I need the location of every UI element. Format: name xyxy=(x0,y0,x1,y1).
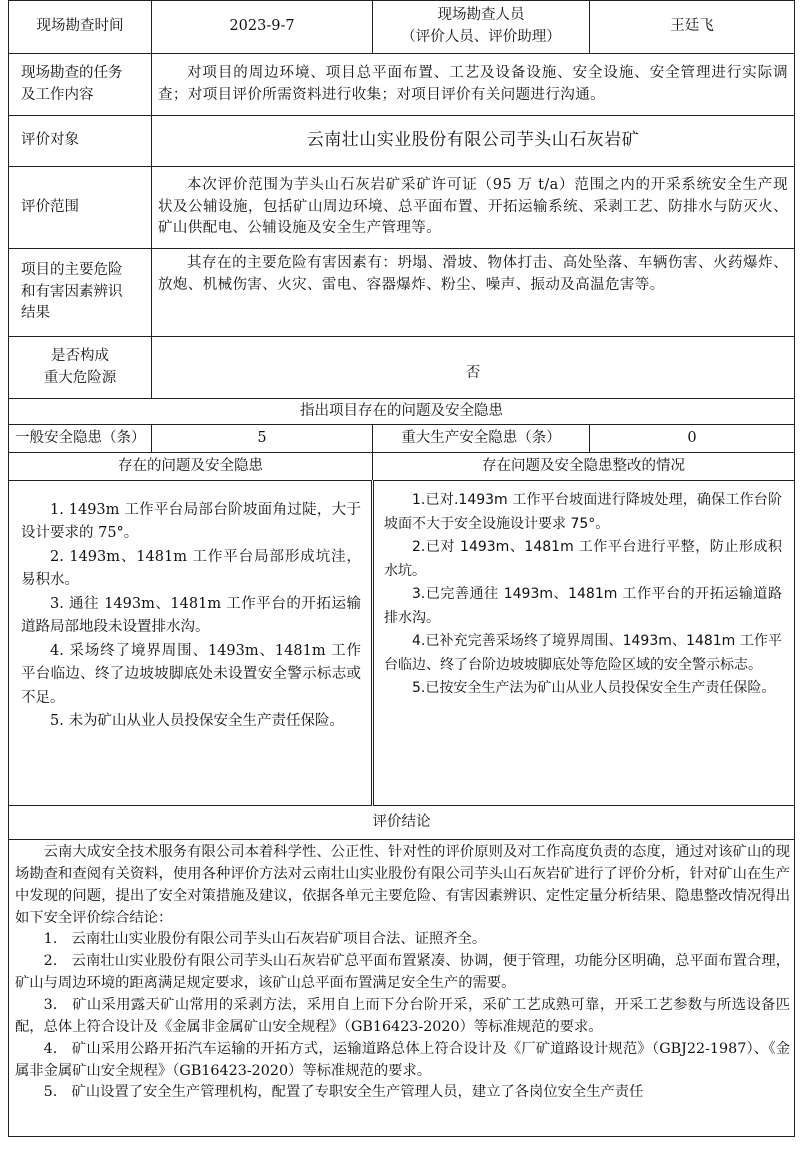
major-hazard-value: 否 xyxy=(152,337,795,399)
issue-item: 3. 通往 1493m、1481m 工作平台的开拓运输道路局部地段未设置排水沟。 xyxy=(21,595,361,636)
tasks-label-line2: 及工作内容 xyxy=(21,86,94,103)
issues-header: 存在的问题及安全隐患 xyxy=(9,453,373,481)
problems-title-row xyxy=(9,399,795,425)
hazard-count-row xyxy=(9,425,795,453)
object-value: 云南壮山实业股份有限公司芋头山石灰岩矿 xyxy=(152,116,795,167)
major-hazard-label-line1: 是否构成 xyxy=(51,347,109,364)
header-row xyxy=(9,1,795,54)
major-hazard-count: 0 xyxy=(590,425,795,453)
hazards-label xyxy=(9,249,152,337)
hazards-row xyxy=(9,249,795,337)
rectification-item: 4.已补充完善采场终了境界周围、1493m、1481m 工作平台临边、终了台阶边坡坡脚底处等危险区域的安全警示标志。 xyxy=(384,633,782,673)
conclusion-title: 评价结论 xyxy=(9,806,795,840)
general-hazard-label: 一般安全隐患（条） xyxy=(9,425,152,453)
hazards-text: 其存在的主要危险有害因素有：坍塌、滑坡、物体打击、高处坠落、车辆伤害、火药爆炸、放炮、机械伤害、火灾、雷电、容器爆炸、粉尘、噪声、振动及高温危害等。 xyxy=(152,249,795,337)
tasks-text: 对项目的周边环境、项目总平面布置、工艺及设备设施、安全设施、安全管理进行实际调查；对项目评价所需资料进行收集；对项目评价有关问题进行沟通。 xyxy=(152,54,795,116)
tasks-label-line1: 现场勘查的任务 xyxy=(21,64,123,81)
survey-staff-label-line1: 现场勘查人员 xyxy=(437,7,525,24)
issue-item: 1. 1493m 工作平台局部台阶坡面角过陡，大于设计要求的 75°。 xyxy=(21,502,361,542)
rectification-header: 存在问题及安全隐患整改的情况 xyxy=(373,453,795,481)
conclusion-item: 3. 矿山采用露天矿山常用的采剥方法，采用自上而下分台阶开采，采矿工艺成熟可靠，开采工艺参数与所选设备匹配，总体上符合设计及《金属非金属矿山安全规程》（GB16423-2020）等标准规范的要求。 xyxy=(15,997,790,1035)
conclusion-item: 1. 云南壮山实业股份有限公司芋头山石灰岩矿项目合法、证照齐全。 xyxy=(43,931,487,948)
conclusion-item: 2. 云南壮山实业股份有限公司芋头山石灰岩矿总平面布置紧凑、协调，便于管理，功能分区明确，总平面布置合理，矿山与周边环境的距离满足规定要求，该矿山总平面布置满足安全生产的需要。 xyxy=(15,953,790,992)
hazards-label-line2: 和有害因素辨识 xyxy=(21,283,123,300)
object-label: 评价对象 xyxy=(9,116,152,167)
issue-item: 2. 1493m、1481m 工作平台局部形成坑洼，易积水。 xyxy=(21,548,361,589)
scope-label: 评价范围 xyxy=(9,167,152,249)
object-row xyxy=(9,116,795,167)
issue-item: 5. 未为矿山从业人员投保安全生产责任保险。 xyxy=(50,713,344,730)
rectification-item: 2.已对 1493m、1481m 工作平台进行平整，防止形成积水坑。 xyxy=(384,539,782,579)
conclusion-title-row xyxy=(9,806,795,840)
problems-detail-row xyxy=(9,481,795,806)
rectification-item: 5.已按安全生产法为矿山从业人员投保安全生产责任保险。 xyxy=(412,680,776,697)
major-hazard-label xyxy=(9,337,152,399)
conclusion-intro: 云南大成安全技术服务有限公司本着科学性、公正性、针对性的评价原则及对工作高度负责的态度，通过对该矿山的现场勘查和查阅有关资料，使用各种评价方法对云南壮山实业股份有限公司芋头山石灰岩矿进行了评价分析，针对矿山在生产中发现的问题，提出了安全对策措施及建议，依据各单元主要危险、有害因素辨识、定性定量分析结果、隐患整改情况得出如下安全评价综合结论： xyxy=(15,844,790,926)
tasks-label xyxy=(9,54,152,116)
scope-text: 本次评价范围为芋头山石灰岩矿采矿许可证（95 万 t/a）范围之内的开采系统安全生产现状及公辅设施，包括矿山周边环境、总平面布置、开拓运输系统、采剥工艺、防排水与防灭火、矿山供配电、公辅设施及安全生产管理等。 xyxy=(152,167,795,249)
hazards-label-line1: 项目的主要危险 xyxy=(21,261,123,278)
survey-time-label: 现场勘查时间 xyxy=(9,1,152,54)
major-hazard-row xyxy=(9,337,795,399)
rectification-item: 1.已对.1493m 工作平台坡面进行降坡处理，确保工作台阶坡面不大于安全设施设计要求 75°。 xyxy=(384,492,782,532)
conclusion-item: 5. 矿山设置了安全生产管理机构，配置了专职安全生产管理人员，建立了各岗位安全生产责任 xyxy=(43,1084,644,1101)
major-hazard-count-label: 重大生产安全隐患（条） xyxy=(373,425,590,453)
rectification-item: 3.已完善通往 1493m、1481m 工作平台的开拓运输道路排水沟。 xyxy=(384,586,782,626)
rectification-list xyxy=(373,481,795,806)
scope-row xyxy=(9,167,795,249)
conclusion-body xyxy=(9,840,795,1137)
hazards-label-line3: 结果 xyxy=(21,305,50,322)
major-hazard-label-line2: 重大危险源 xyxy=(43,369,117,386)
survey-staff-value: 王廷飞 xyxy=(590,1,795,54)
problems-section-title: 指出项目存在的问题及安全隐患 xyxy=(9,399,795,425)
issue-item: 4. 采场终了境界周围、1493m、1481m 工作平台临边、终了边坡坡脚底处未设置安全警示标志或不足。 xyxy=(21,642,361,706)
conclusion-item: 4. 矿山采用公路开拓汽车运输的开拓方式，运输道路总体上符合设计及《厂矿道路设计规范》（GBJ22-1987）、《金属非金属矿山安全规程》（GB16423-2020）等标准规范的要求。 xyxy=(15,1040,790,1079)
survey-staff-label xyxy=(373,1,590,54)
conclusion-body-row xyxy=(9,840,795,1137)
survey-staff-label-line2: （评价人员、评价助理） xyxy=(401,29,561,45)
problems-header-row xyxy=(9,453,795,481)
general-hazard-count: 5 xyxy=(152,425,373,453)
survey-time-value: 2023-9-7 xyxy=(152,1,373,54)
tasks-row xyxy=(9,54,795,116)
site-survey-table xyxy=(8,0,795,1137)
issues-list xyxy=(9,481,373,806)
